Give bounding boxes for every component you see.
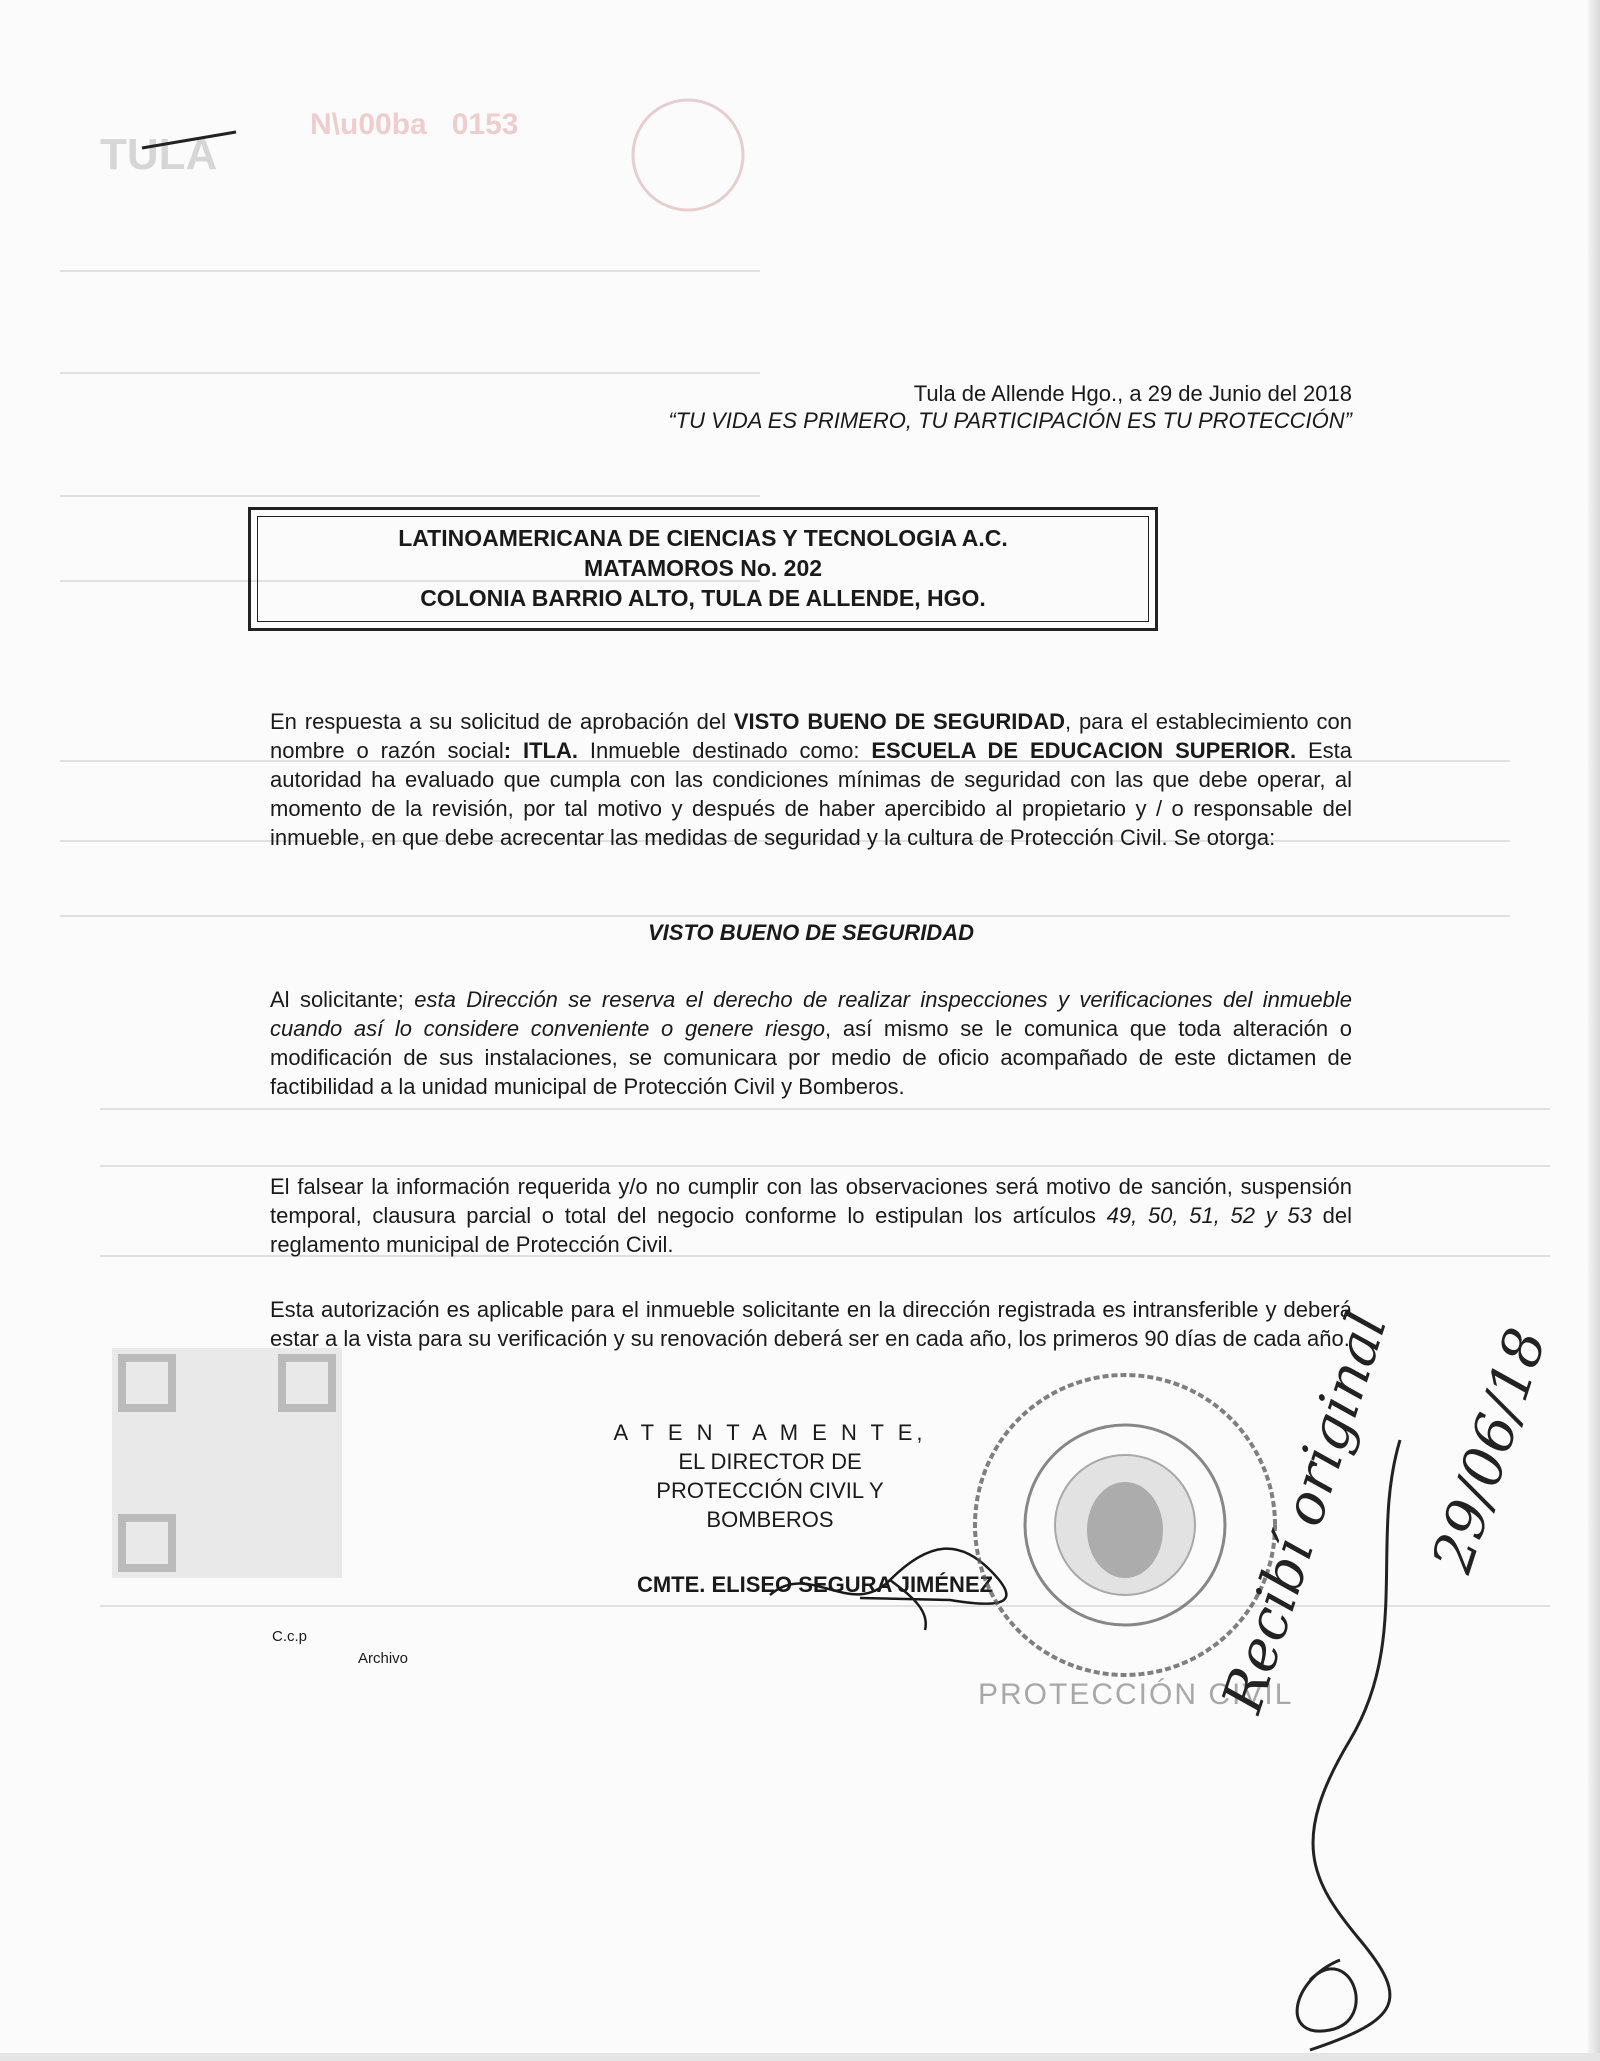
bleed-through-line: [100, 1165, 1550, 1167]
ccp-label: C.c.p: [272, 1628, 308, 1645]
p2-italic: esta Dirección se reserva el derecho de realizar inspecciones y verificaciones del inmueble cuando así lo considere conveniente o genere riesgo: [270, 987, 1352, 1041]
bleed-through-line: [60, 270, 760, 272]
p2-text: Al solicitante;: [270, 987, 415, 1012]
paragraph-sanctions: [270, 1172, 1352, 1259]
closing-atentamente: A T E N T A M E N T E,: [613, 1420, 927, 1445]
pen-mark: [140, 126, 240, 156]
p3-text: del reglamento municipal de Protección Civil.: [270, 1203, 1352, 1257]
bleed-through-line: [60, 495, 760, 497]
p3-articles: 49, 50, 51, 52 y 53: [1106, 1203, 1312, 1228]
handwritten-received-note: Recibí original: [1210, 1304, 1401, 1721]
p1-text: Inmueble destinado como:: [577, 738, 872, 763]
recipient-name: LATINOAMERICANA DE CIENCIAS Y TECNOLOGIA A.C.: [398, 525, 1008, 551]
scan-edge-bottom: [0, 2053, 1600, 2061]
bleed-through-logo: TULA: [100, 130, 218, 179]
recipient-street: MATAMOROS No. 202: [583, 555, 823, 581]
paragraph-validity: Esta autorización es aplicable para el inmueble solicitante en la dirección registrada es intransferible y deberá estar a la vista para su verificación y su renovación deberá ser en cada año, los primeros 90 días de cada año.: [270, 1297, 1352, 1351]
p1-text: , para el establecimiento con nombre o razón social: [270, 709, 1352, 763]
ccp-archivo: Archivo: [358, 1650, 409, 1667]
p1-text: Esta autoridad ha evaluado que cumpla con las condiciones mínimas de seguridad con las que debe operar, al momento de la revisión, por tal motivo y después de haber apercibido al propietario y / o responsable del inmueble, en que debe acrecentar las medidas de seguridad y la cultura de Protección Civil. Se otorga:: [270, 738, 1352, 850]
p3-text: El falsear la información requerida y/o no cumplir con las observaciones será motivo de sanción, suspensión temporal, clausura parcial o total del negocio conforme lo estipulan los artículos: [270, 1174, 1352, 1228]
bleed-through-line: [100, 1108, 1550, 1110]
recipient-box-inner: [257, 516, 1149, 622]
p1-text: En respuesta a su solicitud de aprobación del: [270, 709, 734, 734]
paragraph-request: [270, 707, 1352, 852]
bleed-through-line: [60, 372, 760, 374]
p2-text: , así mismo se le comunica que toda alteración o modificación de sus instalaciones, se comunicara por medio de oficio acompañado de este dictamen de factibilidad a la unidad municipal de Protección Civil y Bomberos.: [270, 1016, 1352, 1099]
bleed-through-line: [60, 915, 1510, 917]
faint-stamp-text: PROTECCIÓN CIVIL: [978, 1678, 1294, 1711]
handwritten-signature: [1250, 1420, 1450, 2060]
date-place: Tula de Allende Hgo., a 29 de Junio del 2018: [913, 381, 1352, 406]
paragraph-inspections: [270, 985, 1352, 1101]
bleed-through-seal: [628, 95, 748, 215]
scan-edge-right: [1588, 0, 1600, 2061]
visto-bueno-title: VISTO BUENO DE SEGURIDAD: [648, 920, 974, 945]
bleed-through-qr: [112, 1348, 342, 1578]
dateline-block: [640, 380, 1352, 434]
signer-name: CMTE. ELISEO SEGURA JIMÉNEZ: [636, 1572, 994, 1597]
handwritten-date: 29/06/18: [1420, 1320, 1560, 1581]
closing-role-1: EL DIRECTOR DE: [678, 1449, 862, 1474]
closing-role-2: PROTECCIÓN CIVIL Y BOMBEROS: [656, 1478, 884, 1532]
p1-bold-name: : ITLA.: [503, 738, 578, 763]
recipient-colony: COLONIA BARRIO ALTO, TULA DE ALLENDE, HGO.: [420, 585, 986, 611]
p1-bold-vb: VISTO BUENO DE SEGURIDAD: [733, 709, 1066, 734]
p1-bold-use: ESCUELA DE EDUCACION SUPERIOR.: [871, 738, 1297, 763]
bleed-through-folio: N\u00ba 0153: [310, 108, 519, 141]
motto: “TU VIDA ES PRIMERO, TU PARTICIPACIÓN ES TU PROTECCIÓN”: [668, 408, 1352, 433]
recipient-box: [248, 507, 1158, 631]
